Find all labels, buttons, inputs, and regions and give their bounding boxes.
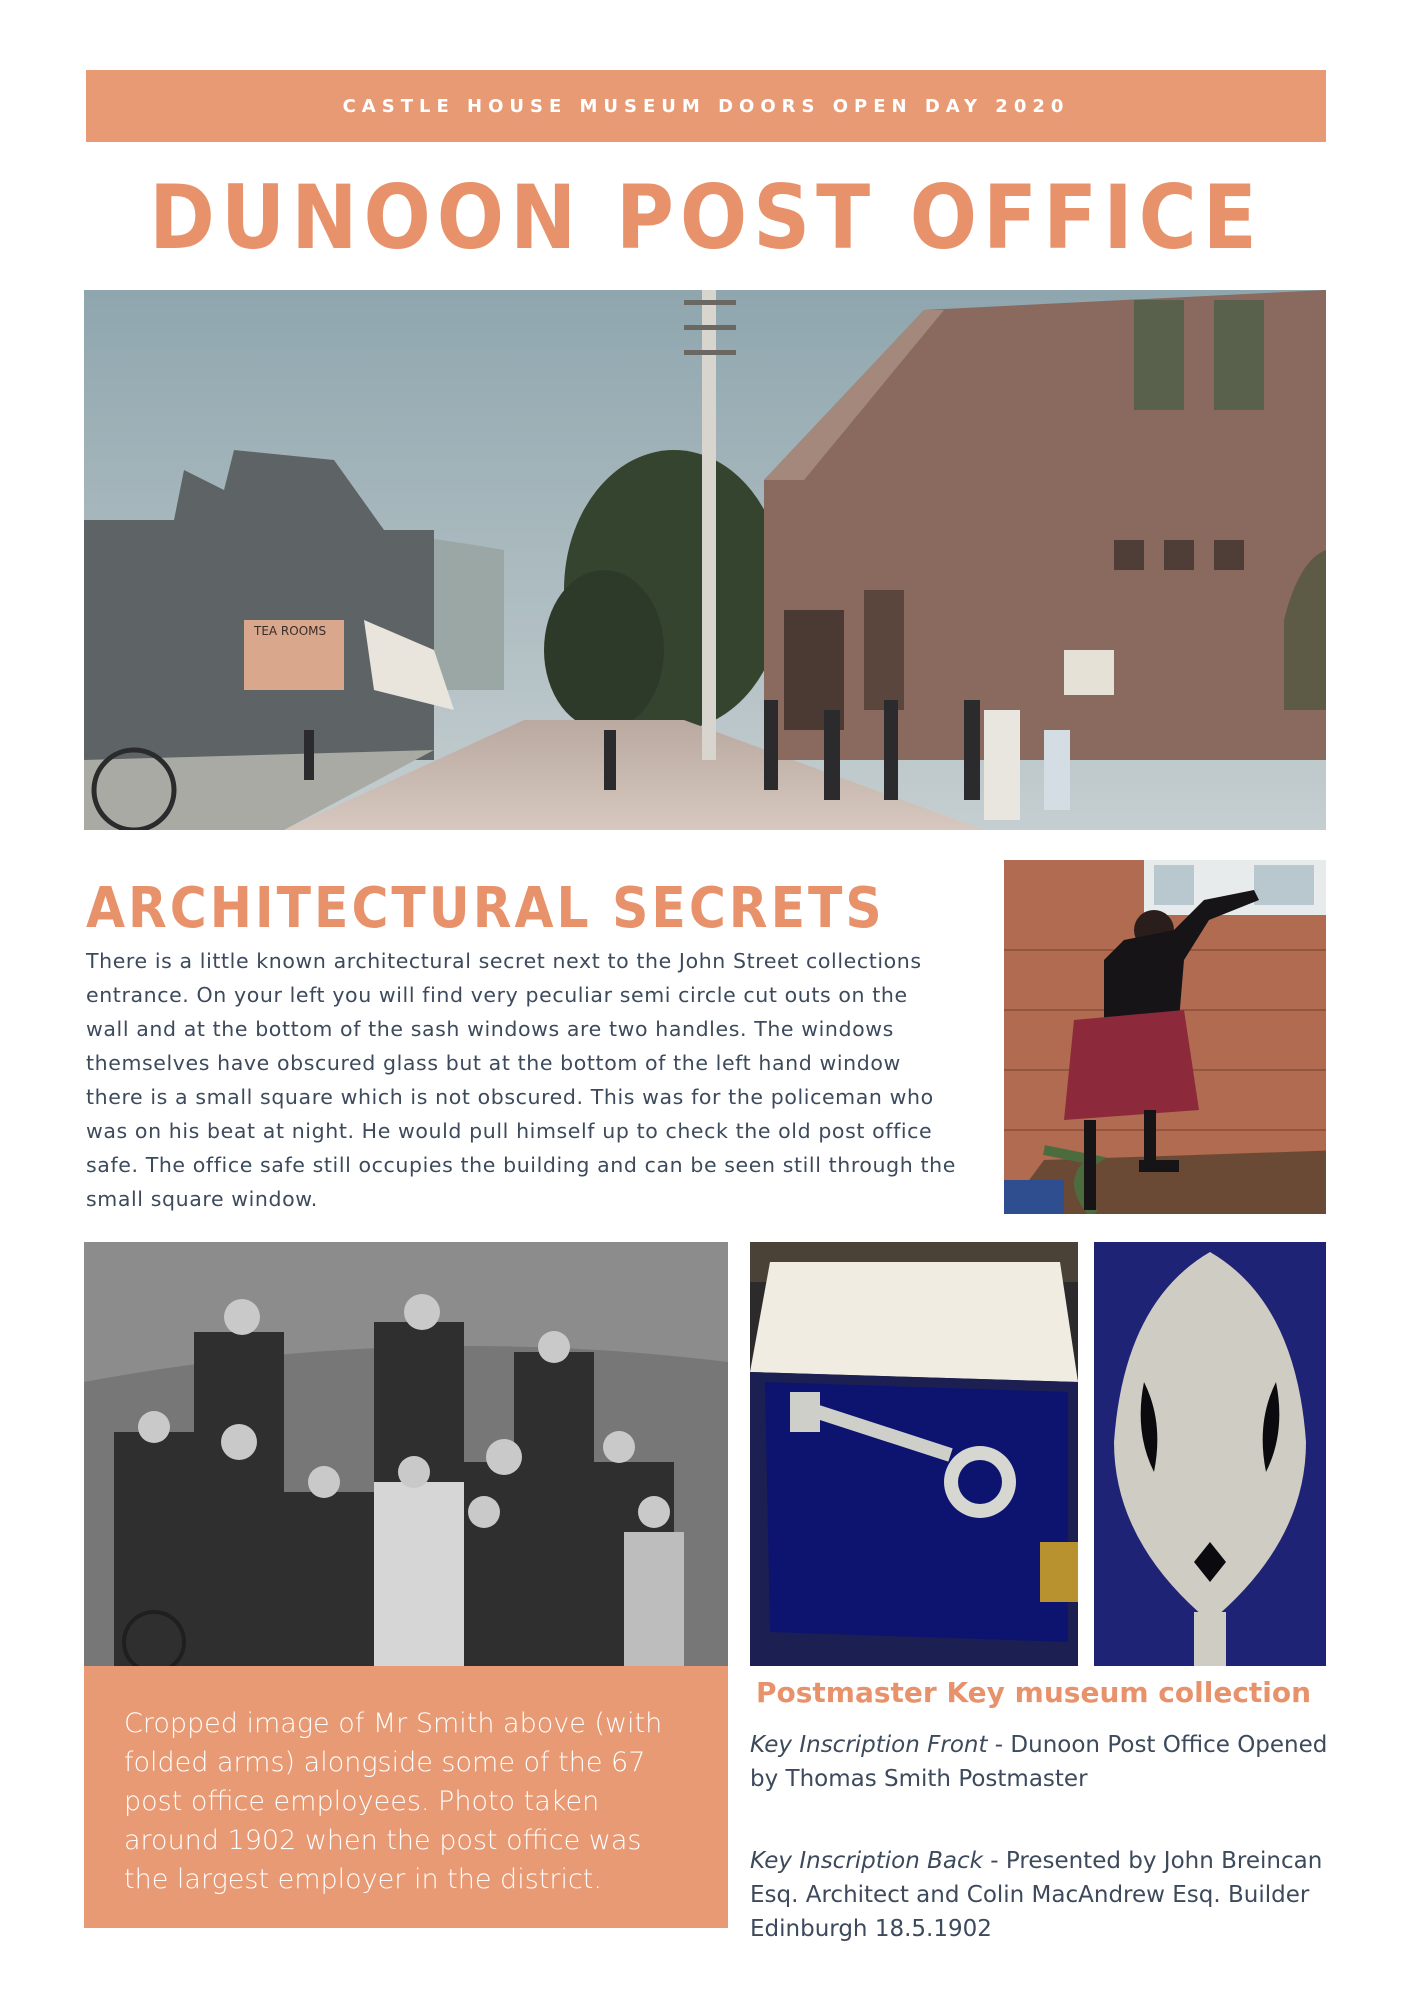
architectural-secrets-body: There is a little known architectural secret next to the John Street collections entrance. On your left you will find very peculiar semi circle cut outs on the wall and at the bottom of the sash windows are two handles. The windows themselves have obscured glass but at the bottom of the left hand window there is a small square which is not obscured. This was for the policeman who was on his beat at night. He would pull himself up to check the old post office safe. The office safe still occupies the building and can be seen still through the small square window. bbox=[86, 949, 956, 1211]
architectural-secrets-heading: ARCHITECTURAL SECRETS bbox=[86, 876, 885, 941]
key-front-text: - Dunoon Post Office Opened by Thomas Smith Postmaster bbox=[750, 1732, 1328, 1792]
tea-rooms-sign: TEA ROOMS bbox=[254, 624, 327, 638]
banner-text: CASTLE HOUSE MUSEUM DOORS OPEN DAY 2020 bbox=[342, 95, 1070, 117]
employees-caption: Cropped image of Mr Smith above (with folded arms) alongside some of the 67 post office employees. Photo taken around 1902 when the post office was the largest employer in the district. bbox=[124, 1708, 663, 1895]
key-inscription-back bbox=[750, 1844, 1330, 1946]
header-banner bbox=[86, 70, 1326, 142]
key-closeup-photo bbox=[1094, 1242, 1326, 1666]
postmaster-key-heading: Postmaster Key museum collection bbox=[756, 1676, 1312, 1709]
window-climb-photo bbox=[1004, 860, 1326, 1214]
page-title: DUNOON POST OFFICE bbox=[149, 166, 1263, 269]
employees-group-photo bbox=[84, 1242, 728, 1666]
employees-caption-box bbox=[84, 1666, 728, 1928]
key-back-text: - Presented by John Breincan Esq. Architect and Colin MacAndrew Esq. Builder Edinburgh 18.5.1902 bbox=[750, 1848, 1323, 1942]
key-front-label: Key Inscription Front bbox=[750, 1732, 988, 1758]
key-case-photo bbox=[750, 1242, 1078, 1666]
key-inscription-front bbox=[750, 1728, 1330, 1796]
hero-street-photo bbox=[84, 290, 1326, 830]
key-back-label: Key Inscription Back bbox=[750, 1848, 983, 1874]
